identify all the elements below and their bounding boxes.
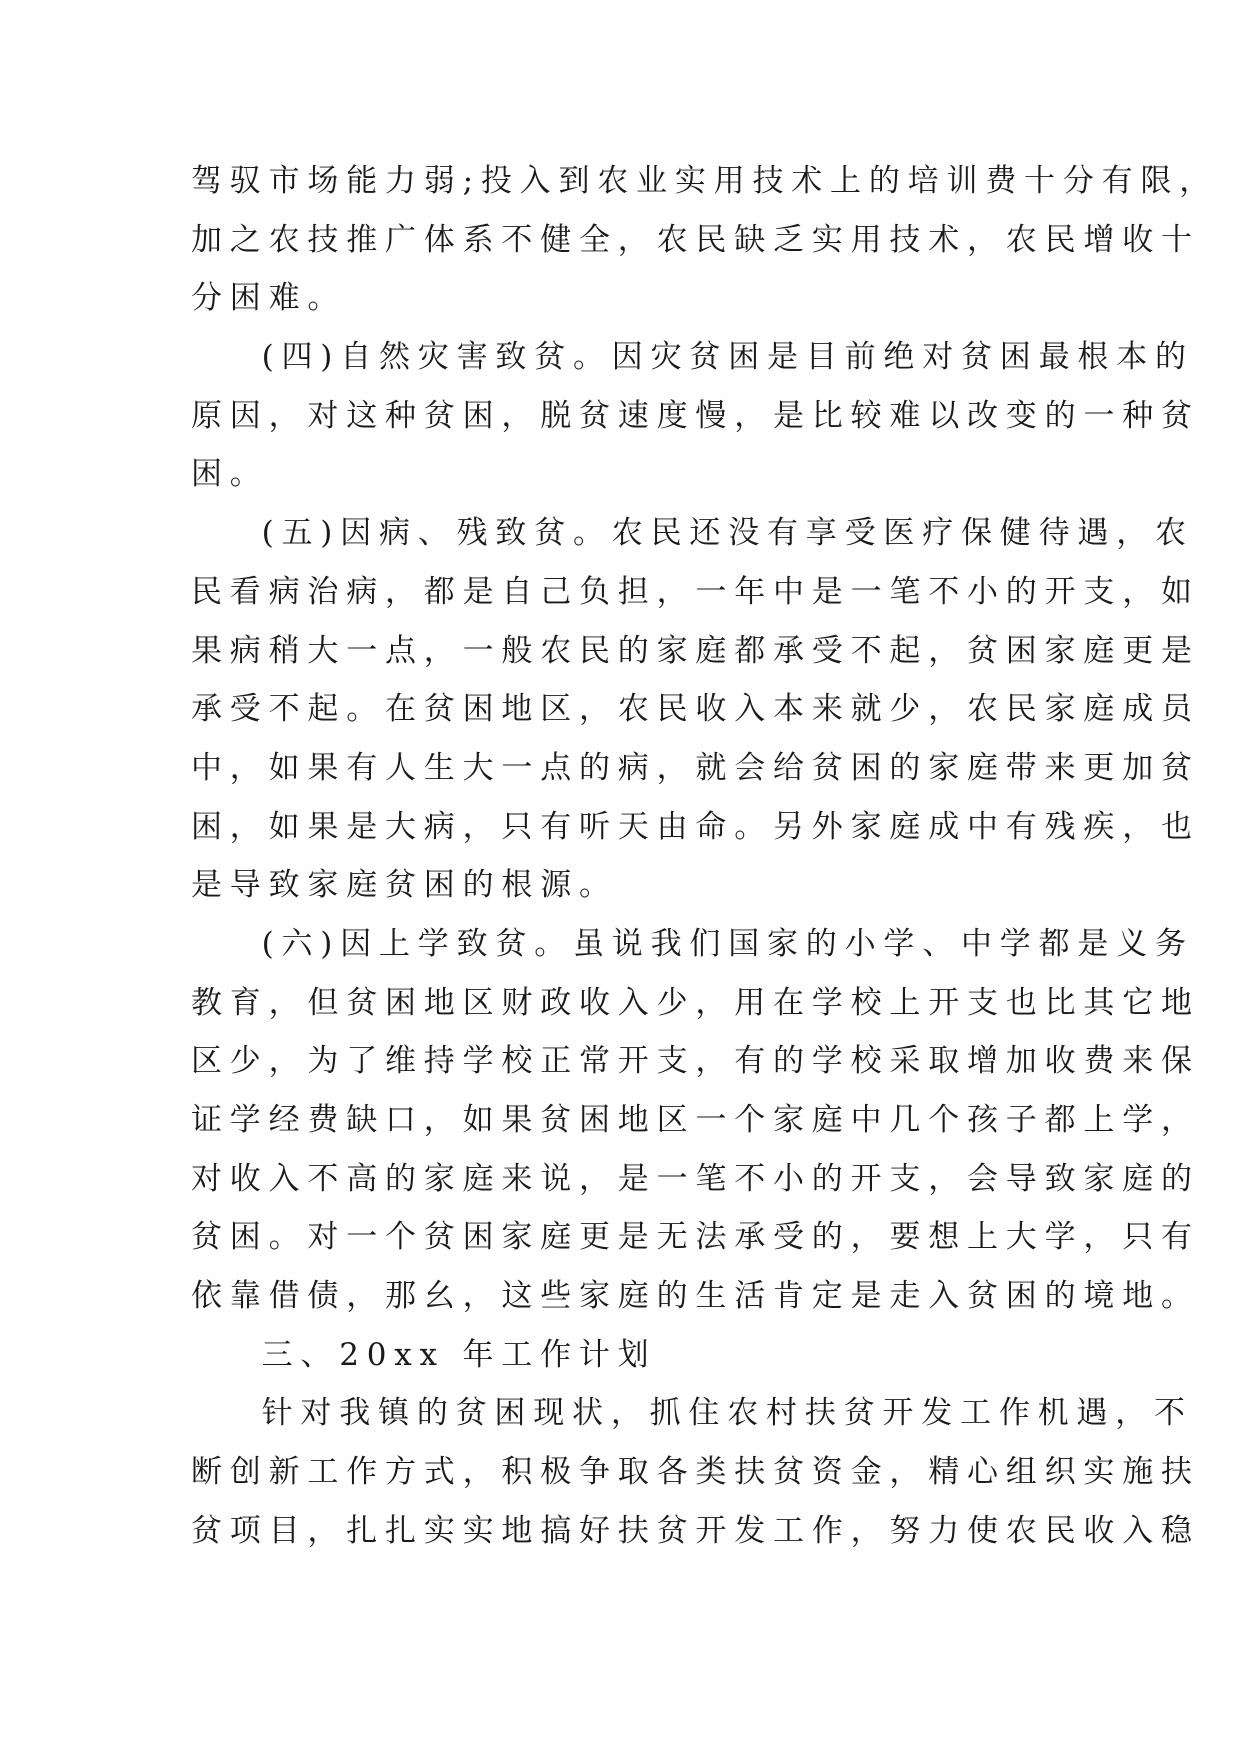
paragraph-education	[191, 915, 1200, 1326]
text-line: 驾驭市场能力弱;投入到农业实用技术上的培训费十分有限，	[191, 163, 1219, 199]
text-line: 民看病治病，都是自己负担，一年中是一笔不小的开支，如	[191, 573, 1200, 610]
text-line: 承受不起。在贫困地区，农民收入本来就少，农民家庭成员	[191, 691, 1200, 728]
text-line: 分困难。	[191, 280, 347, 317]
text-line: 果病稍大一点，一般农民的家庭都承受不起，贫困家庭更是	[191, 632, 1200, 669]
text-line: 加之农技推广体系不健全，农民缺乏实用技术，农民增收十	[191, 221, 1200, 258]
text-line: 贫项目，扎扎实实地搞好扶贫开发工作，努力使农民收入稳	[191, 1512, 1200, 1549]
text-line: (六)因上学致贫。虽说我们国家的小学、中学都是义务	[191, 925, 1194, 962]
paragraph-natural-disaster	[191, 328, 1200, 504]
text-line: 困。	[191, 456, 269, 493]
text-line: 原因，对这种贫困，脱贫速度慢，是比较难以改变的一种贫	[191, 397, 1200, 434]
text-line: 教育，但贫困地区财政收入少，用在学校上开支也比其它地	[191, 984, 1200, 1021]
paragraph-market-ability	[191, 152, 1219, 328]
text-line: 针对我镇的贫困现状，抓住农村扶贫开发工作机遇，不	[191, 1395, 1193, 1432]
document-body	[191, 152, 1219, 1561]
text-line: 对收入不高的家庭来说，是一笔不小的开支，会导致家庭的	[191, 1160, 1200, 1197]
text-line: 贫困。对一个贫困家庭更是无法承受的，要想上大学，只有	[191, 1219, 1200, 1256]
text-line: 是导致家庭贫困的根源。	[191, 867, 618, 904]
text-line: 困，如果是大病，只有听天由命。另外家庭成中有残疾，也	[191, 808, 1200, 845]
text-line: 断创新工作方式，积极争取各类扶贫资金，精心组织实施扶	[191, 1454, 1200, 1491]
text-line: (五)因病、残致贫。农民还没有享受医疗保健待遇，农	[191, 515, 1194, 552]
text-line: 中，如果有人生大一点的病，就会给贫困的家庭带来更加贫	[191, 749, 1200, 786]
text-line: 依靠借债，那幺，这些家庭的生活肯定是走入贫困的境地。	[191, 1278, 1200, 1315]
text-line: (四)自然灾害致贫。因灾贫困是目前绝对贫困最根本的	[191, 339, 1194, 376]
text-line: 证学经费缺口，如果贫困地区一个家庭中几个孩子都上学，	[191, 1102, 1200, 1138]
section-heading-work-plan	[191, 1326, 1061, 1385]
text-line: 三、20xx 年工作计划	[191, 1336, 657, 1373]
paragraph-illness-disability	[191, 504, 1200, 915]
paragraph-work-plan	[191, 1384, 1200, 1560]
text-line: 区少，为了维持学校正常开支，有的学校采取增加收费来保	[191, 1043, 1200, 1080]
